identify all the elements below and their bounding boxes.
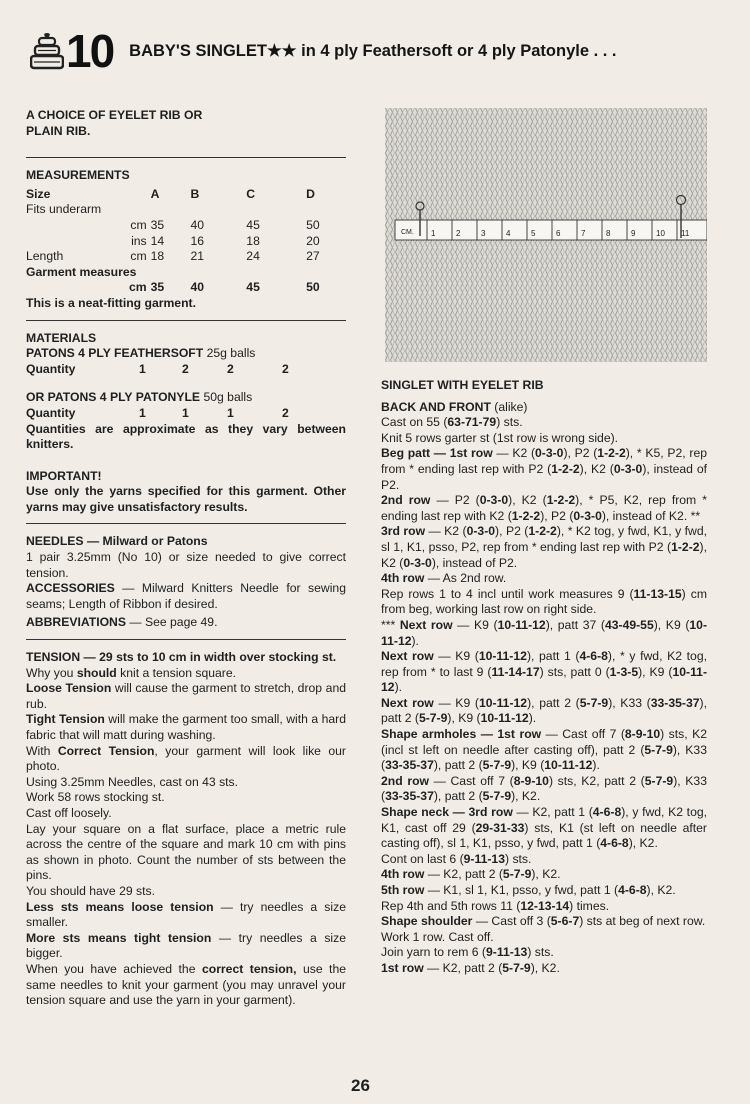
instruction-line (381, 587, 707, 618)
instruction-text: *** (381, 617, 400, 632)
instruction-text: 4-6-8 (618, 883, 647, 897)
instruction-line (381, 524, 707, 571)
instruction-text: 1-2-2 (546, 493, 576, 508)
tension-step: Work 58 rows stocking st. (26, 790, 165, 805)
quantity-label: Quantity (26, 405, 76, 420)
instruction-line (381, 930, 707, 946)
qty-value: 2 (227, 361, 234, 376)
divider (26, 157, 346, 158)
instruction-text: 10-11-12 (381, 664, 708, 695)
yarn1-desc: 25g balls (203, 346, 256, 361)
instruction-line (381, 774, 707, 805)
tension-why (26, 666, 346, 682)
instruction-text: 0-3-0 (535, 446, 564, 461)
instruction-text: Shape armholes — 1st row (381, 727, 542, 742)
instruction-text: ). (592, 758, 600, 773)
size-d: D (306, 186, 315, 201)
when-achieved (26, 962, 346, 1009)
text: Loose Tension (26, 681, 112, 696)
instruction-text: 3rd row (381, 524, 426, 539)
ruler-tick-label: 9 (631, 229, 636, 238)
value: 35 (150, 280, 165, 295)
qty-value: 2 (282, 361, 289, 376)
instruction-line (381, 649, 707, 696)
text: will cause the garment to stretch, drop and rub. (26, 681, 347, 711)
qty-value: 1 (227, 405, 234, 420)
qty-value: 2 (182, 361, 189, 376)
instruction-text: ), patt 2 ( (527, 695, 580, 710)
unit: cm (130, 217, 147, 232)
left-column (26, 108, 346, 1009)
tension-step: Cast off loosely. (26, 805, 112, 820)
text: will make the garment too small, with a hard fabric that will matt during washing. (26, 712, 346, 742)
unit: ins (131, 233, 147, 248)
instruction-text: ), patt 1 ( (526, 649, 580, 664)
text: With (26, 743, 58, 758)
instruction-text: 4th row (381, 867, 425, 882)
instruction-text: — K2 ( (492, 446, 535, 461)
instruction-text: ), y fwd, K2 tog, K1, cast off 29 ( (381, 805, 708, 835)
needles-heading: NEEDLES — Milward or Patons (26, 534, 208, 549)
instruction-text: ) times. (569, 898, 610, 913)
instruction-text: — K2, patt 2 ( (424, 867, 503, 882)
instruction-text: ), patt 2 ( (433, 758, 483, 773)
instruction-text: 4-6-8 (600, 836, 629, 851)
abbreviations-line (26, 615, 346, 631)
instruction-line (381, 493, 707, 524)
instruction-text: 0-3-0 (479, 493, 509, 508)
instruction-text: — K2, patt 2 ( (423, 960, 503, 975)
qty-value: 1 (139, 405, 146, 420)
instruction-line (381, 618, 707, 649)
text: Less sts means loose tension (26, 899, 214, 914)
intro-line-2: PLAIN RIB. (26, 123, 91, 138)
fits-cm-row (26, 218, 346, 234)
instruction-line (381, 914, 707, 930)
instruction-text: 33-35-37 (385, 758, 434, 773)
instruction-text: 4th row (381, 571, 425, 586)
instruction-text: 0-3-0 (573, 508, 602, 523)
back-front-label: BACK AND FRONT (381, 399, 491, 414)
qty-value: 2 (282, 405, 289, 420)
ruler-tick-label: 3 (481, 229, 486, 238)
instruction-line (381, 867, 707, 883)
instruction-text: 12-13-14 (520, 898, 570, 913)
instruction-text: ), * P5, K2, rep from * ending last rep with K2 ( (381, 493, 707, 523)
text: Tight Tension (26, 712, 105, 727)
instruction-text: 1st row (381, 960, 424, 975)
instruction-text: 33-35-37 (650, 695, 700, 710)
qty-value: 1 (182, 405, 189, 420)
length-row (26, 249, 346, 265)
text: Correct Tension (57, 743, 155, 758)
fit-note: This is a neat-fitting garment. (26, 295, 196, 310)
instruction-text: ), K9 ( (447, 711, 481, 726)
size-b: B (190, 186, 200, 201)
instruction-text: ), patt 2 ( (433, 789, 483, 804)
instruction-text: ) sts. (527, 945, 554, 960)
value: 35 (150, 217, 165, 232)
instruction-text: 10-11-12 (544, 758, 593, 773)
pattern-heading: SINGLET WITH EYELET RIB (381, 378, 544, 392)
instruction-text: Next row (381, 649, 434, 664)
instruction-text: 33-35-37 (385, 789, 434, 804)
instruction-text: ), K9 ( (511, 758, 545, 773)
measurements-heading: MEASUREMENTS (26, 168, 130, 183)
fits-label: Fits underarm (26, 202, 102, 217)
instruction-text: 10-11-12 (480, 711, 529, 726)
instruction-text: — K2 ( (425, 524, 467, 539)
tension-step: Using 3.25mm Needles, cast on 43 sts. (26, 774, 239, 789)
instruction-text: 11-13-15 (633, 586, 682, 601)
abbreviations-text: — See page 49. (126, 615, 218, 630)
ruler-tick-label: 7 (581, 229, 586, 238)
instruction-text: 5-7-9 (644, 773, 674, 788)
ruler-tick-label: 8 (606, 229, 611, 238)
instruction-text: 5-6-7 (550, 914, 580, 929)
page-number: 26 (351, 1076, 370, 1095)
instruction-text: Shape shoulder (381, 914, 473, 929)
important-heading: IMPORTANT! (26, 468, 102, 483)
measurements-table (26, 187, 346, 296)
instruction-text: 1-2-2 (597, 446, 626, 461)
instruction-text: — As 2nd row. (424, 571, 507, 586)
instruction-text: 10-11-12 (478, 649, 527, 664)
intro-line-1: A CHOICE OF EYELET RIB OR (26, 108, 203, 122)
instruction-text: ), K2. (628, 836, 658, 851)
instruction-text: 10-11-12 (381, 617, 708, 648)
right-column (381, 378, 707, 977)
text: should (76, 665, 117, 680)
tension-step: You should have 29 sts. (26, 883, 155, 898)
instruction-text: ), P2 ( (495, 524, 529, 539)
instruction-text: ), instead of K2. ** (601, 508, 701, 523)
instruction-text: 9-11-13 (463, 851, 505, 866)
less-sts (26, 900, 346, 931)
instruction-text: ) sts at beg of next row. (579, 914, 706, 929)
size-row (26, 187, 346, 203)
text: correct tension, (201, 961, 297, 976)
instruction-line (381, 961, 707, 977)
value: 40 (190, 217, 205, 232)
instruction-text: Next row (399, 617, 453, 632)
back-front-line (381, 400, 707, 416)
pattern-instructions (381, 415, 707, 976)
ruler-tick-label: 2 (456, 229, 461, 238)
instruction-text: 8-9-10 (513, 773, 549, 788)
divider (26, 639, 346, 640)
instruction-text: ), K9 ( (653, 617, 690, 632)
instruction-text: ), K2. (530, 960, 560, 975)
instruction-text: Beg patt — 1st row (381, 446, 493, 461)
instruction-text: 4-6-8 (592, 805, 622, 820)
yarn2-name: OR PATONS 4 PLY PATONYLE (26, 390, 201, 405)
instruction-text: ), K33 ( (608, 695, 651, 710)
instruction-text: ), patt 2 ( (381, 695, 707, 726)
instruction-text: — Cast off 7 ( (429, 773, 514, 788)
divider (26, 523, 346, 524)
instruction-line (381, 805, 707, 852)
instruction-text: 5-7-9 (502, 960, 531, 975)
unit: cm (130, 249, 147, 264)
instruction-line (381, 415, 707, 431)
instruction-text: ), P2 ( (540, 508, 574, 523)
value: 50 (306, 280, 320, 295)
ruler-tick-label: 6 (556, 229, 561, 238)
text: — try needles a size smaller. (26, 899, 346, 930)
instruction-text: ), K2. (531, 867, 561, 882)
instruction-text: Rep 4th and 5th rows 11 ( (381, 898, 521, 913)
tight-tension (26, 712, 346, 743)
quantities-note: Quantities are approximate as they vary between knitters. (26, 421, 346, 452)
instruction-text: Work 1 row. Cast off. (381, 929, 494, 944)
instruction-text: 5-7-9 (644, 742, 673, 757)
abbreviations-label: ABBREVIATIONS (26, 615, 126, 630)
value: 40 (190, 280, 205, 295)
instruction-text: ). (411, 633, 419, 648)
instruction-text: ) sts. (496, 415, 523, 430)
garment-row (26, 280, 346, 296)
value: 18 (246, 233, 260, 248)
correct-tension (26, 744, 346, 775)
instruction-text: ), * y fwd, K2 tog, rep from * to last 9 ( (381, 649, 707, 679)
row-label (26, 218, 106, 234)
fits-ins-row (26, 234, 346, 250)
instruction-text: Next row (381, 695, 434, 710)
instruction-text: ), K2 ( (508, 493, 547, 508)
yarn2-desc: 50g balls (200, 390, 253, 405)
instruction-text: 1-3-5 (609, 664, 639, 679)
instruction-text: Rep rows 1 to 4 incl until work measures 9 ( (381, 586, 634, 601)
instruction-text: ), K2 ( (579, 461, 614, 476)
instruction-text: 9-11-13 (486, 945, 528, 960)
instruction-text: 5-7-9 (418, 711, 448, 726)
accessories-text: — Milward Knitters Needle for sewing seams; Length of Ribbon if desired. (26, 581, 346, 611)
size-a: A (150, 186, 160, 201)
instruction-text: 5-7-9 (482, 758, 512, 773)
instruction-text: ), * K2 tog, y fwd, K1, y fwd, sl 1, K1, psso, P2, rep from * ending last rep with P2 ( (381, 524, 707, 554)
text: — try needles a size bigger. (26, 930, 346, 961)
size-label: Size (26, 186, 51, 201)
instruction-text: Join yarn to rem 6 ( (381, 945, 486, 960)
instruction-text: 5-7-9 (482, 789, 512, 804)
value: 24 (246, 249, 260, 264)
yarn1-line (26, 346, 346, 362)
instruction-line (381, 883, 707, 899)
row-label: Length (26, 249, 64, 264)
size-c: C (246, 186, 256, 201)
value: 16 (190, 233, 205, 248)
materials-heading: MATERIALS (26, 330, 97, 345)
tension-heading: TENSION — 29 sts to 10 cm in width over stocking st. (26, 650, 337, 665)
yarn2-quantity (26, 406, 322, 422)
knit-fabric-illustration (385, 108, 707, 362)
instruction-text: — K9 ( (433, 649, 479, 664)
instruction-text: ) sts, K2 (incl st left on needle after casting off), patt 2 ( (381, 727, 708, 757)
text: knit a tension square. (116, 665, 237, 680)
ruler-tick-label: 4 (506, 229, 511, 238)
text: use the same needles to knit your garment (you may unravel your tension square and use the yarn in your garment). (26, 961, 347, 1008)
important-text: Use only the yarns specified for this garment. Other yarns may give unsatisfactory results. (26, 484, 346, 514)
qty-value: 1 (139, 361, 146, 376)
instruction-text: Cast on 55 ( (381, 415, 448, 430)
needles-text: 1 pair 3.25mm (No 10) or size needed to give correct tension. (26, 550, 346, 580)
value: 27 (306, 249, 320, 264)
value: 21 (190, 249, 205, 264)
instruction-text: 29-31-33 (475, 820, 525, 835)
instruction-text: ) sts. (505, 851, 532, 866)
ruler-tick-label: 1 (431, 229, 436, 238)
more-sts (26, 931, 346, 962)
value: 20 (306, 233, 320, 248)
instruction-text: — K2, patt 1 ( (512, 805, 593, 820)
loose-tension (26, 681, 346, 712)
instruction-text: 10-11-12 (497, 617, 546, 632)
instruction-text: Knit 5 rows garter st (1st row is wrong side). (381, 430, 619, 445)
accessories-label: ACCESSORIES (26, 581, 115, 596)
ruler (395, 220, 707, 240)
text: Why you (26, 665, 77, 680)
instruction-text: — K1, sl 1, K1, psso, y fwd, patt 1 ( (424, 883, 619, 897)
instruction-text: ) sts, patt 0 ( (539, 664, 610, 679)
text: , your garment will look like our photo. (26, 743, 346, 774)
instruction-text: ), instead of P2. (381, 461, 708, 492)
page-header (30, 26, 617, 76)
instruction-text: ), K33 ( (381, 742, 707, 773)
instruction-text: 11-14-17 (491, 664, 540, 679)
instruction-text: 1-2-2 (671, 539, 700, 554)
instruction-line (381, 899, 707, 915)
garment-label: Garment measures (26, 264, 137, 279)
yarn1-name: PATONS 4 PLY FEATHERSOFT (26, 346, 204, 361)
yarn1-quantity (26, 362, 322, 378)
ruler-tick-label: 5 (531, 229, 536, 238)
instruction-text: 63-71-79 (447, 415, 497, 430)
instruction-text: — K9 ( (433, 695, 479, 710)
ruler-tick-label: 10 (656, 229, 665, 238)
instruction-text: — Cast off 7 ( (541, 727, 625, 742)
instruction-text: ) sts, K2, patt 2 ( (548, 773, 645, 788)
text: When you have achieved the (26, 961, 202, 976)
instruction-text: ) sts, K1 (st left on needle after casting off), sl 1, K1, psso, y fwd, patt 1 ( (381, 820, 707, 851)
accessories-line (26, 581, 346, 612)
instruction-text: 1-2-2 (511, 508, 541, 523)
yarn-weight-icon (30, 31, 64, 71)
instruction-text: ), K2 ( (381, 539, 707, 570)
instruction-line (381, 852, 707, 868)
divider (26, 320, 346, 321)
instruction-text: 0-3-0 (466, 524, 496, 539)
instruction-text: — K9 ( (452, 617, 498, 632)
instruction-text: ), * K5, P2, rep from * ending last rep with P2 ( (381, 446, 707, 476)
instruction-text: ), instead of P2. (431, 555, 518, 570)
row-label (26, 234, 106, 250)
instruction-text: 43-49-55 (604, 617, 654, 632)
instruction-text: ), patt 37 ( (545, 617, 605, 632)
yarn2-line (26, 390, 346, 406)
value: 45 (246, 280, 260, 295)
instruction-text: ), K9 ( (638, 664, 673, 679)
ruler-tick-label: 11 (681, 229, 690, 238)
value: 50 (306, 217, 320, 232)
instruction-text: ), K2. (646, 883, 676, 897)
instruction-text: 4-6-8 (579, 649, 608, 664)
quantity-label: Quantity (26, 361, 76, 376)
instruction-line (381, 571, 707, 587)
tension-square-photo (385, 108, 707, 362)
instruction-text: — P2 ( (430, 493, 480, 508)
pattern-number: 10 (66, 25, 114, 77)
instruction-text: ), K2. (511, 789, 541, 804)
instruction-text: — Cast off 3 ( (472, 914, 551, 929)
unit: cm (129, 280, 147, 295)
instruction-text: 2nd row (381, 493, 431, 508)
instruction-line (381, 727, 707, 774)
instruction-text: 10-11-12 (478, 695, 528, 710)
instruction-text: 1-2-2 (528, 524, 557, 539)
instruction-text: 5-7-9 (502, 867, 532, 882)
text: More sts means tight tension (26, 930, 212, 945)
tension-step: Lay your square on a flat surface, place a metric rule across the centre of the square and mark 10 cm with pins as shown in photo. Count the number of sts between the pins. (26, 821, 346, 883)
instruction-text: ), P2 ( (563, 446, 598, 461)
instruction-text: 1-2-2 (551, 461, 580, 476)
instruction-text: ). (528, 711, 537, 726)
value: 45 (246, 217, 260, 232)
instruction-line (381, 431, 707, 447)
instruction-line (381, 945, 707, 961)
back-front-note: (alike) (490, 399, 528, 414)
instruction-text: 2nd row (381, 773, 429, 788)
instruction-text: Shape neck — 3rd row (381, 805, 513, 820)
ruler-unit: CM. (401, 229, 414, 236)
instruction-text: 5-7-9 (579, 695, 609, 710)
value: 14 (150, 233, 165, 248)
instruction-text: ), K33 ( (381, 773, 707, 804)
instruction-line (381, 696, 707, 727)
instruction-text: 0-3-0 (403, 555, 432, 570)
instruction-text: Cont on last 6 ( (381, 851, 464, 866)
instruction-text: ) cm from beg, working last row on right side. (381, 586, 707, 617)
instruction-text: 0-3-0 (613, 461, 643, 476)
instruction-text: 5th row (381, 883, 425, 897)
instruction-line (381, 446, 707, 493)
instruction-text: ). (394, 680, 403, 695)
value: 18 (150, 249, 165, 264)
pattern-title: BABY'S SINGLET★★ in 4 ply Feathersoft or 4 ply Patonyle . . . (129, 42, 617, 60)
instruction-text: 8-9-10 (624, 727, 661, 742)
